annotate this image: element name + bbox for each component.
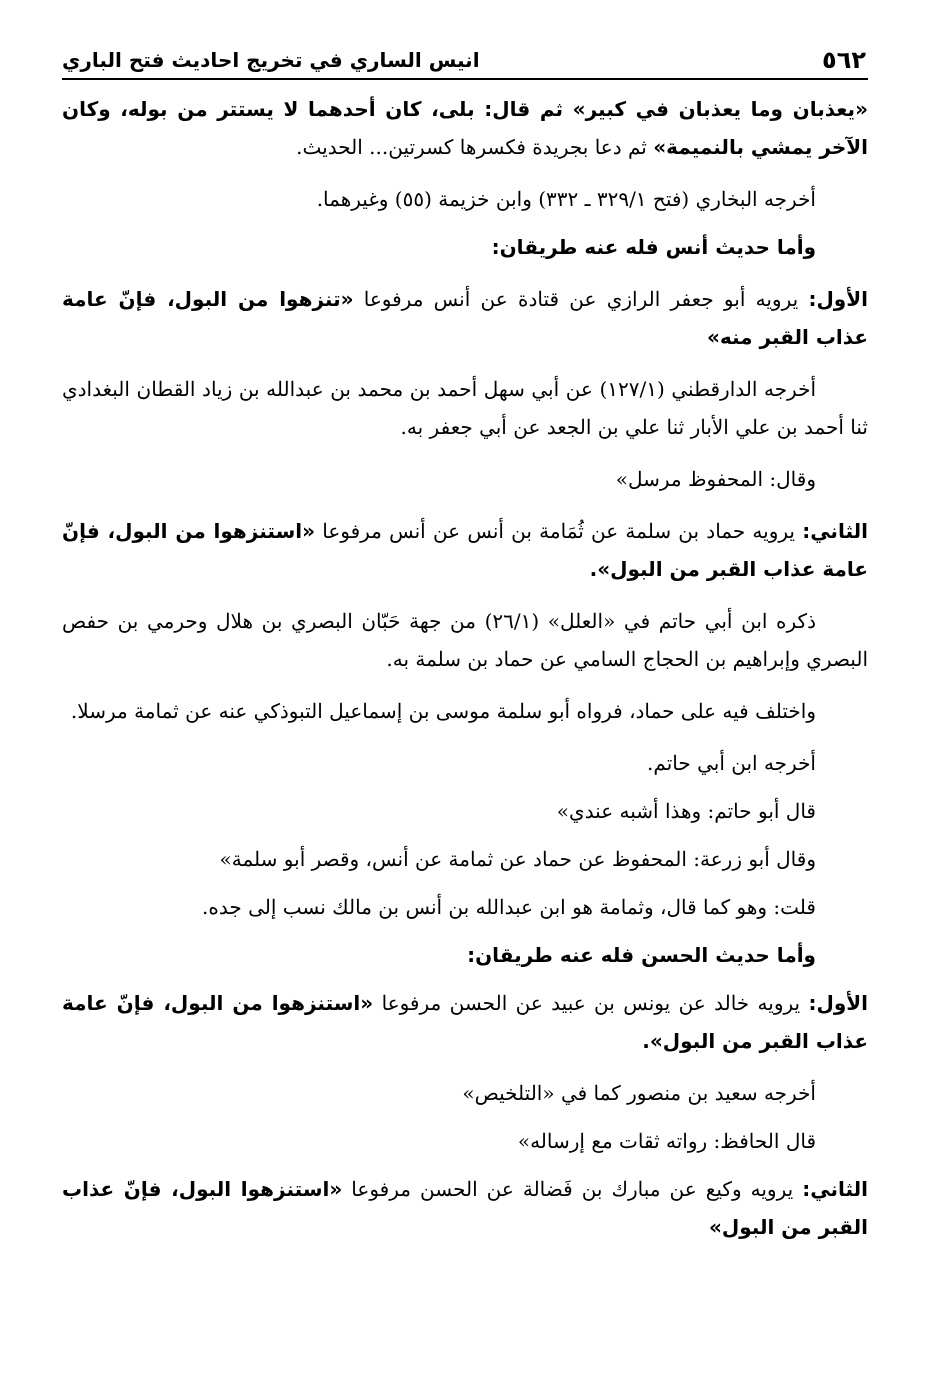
paragraph (62, 512, 868, 588)
paragraph (62, 180, 868, 218)
page-body (62, 80, 868, 1246)
section-heading (62, 228, 868, 266)
paragraph (62, 792, 868, 830)
bold-text: «استنزهوا البول، فإنّ عذاب القبر من البول» (62, 1177, 868, 1239)
bold-text: الأول: (808, 991, 868, 1015)
paragraph-text: أخرجه البخاري (فتح ٣٢٩/١ ـ ٣٣٢) وابن خزيمة (٥٥) وغيرهما. (316, 187, 816, 211)
bold-text: وأما حديث الحسن فله عنه طريقان: (467, 943, 816, 967)
paragraph (62, 1074, 868, 1112)
paragraph-text: وقال أبو زرعة: المحفوظ عن حماد عن ثمامة عن أنس، وقصر أبو سلمة» (219, 847, 816, 871)
page-header (62, 38, 868, 80)
paragraph-text: قال أبو حاتم: وهذا أشبه عندي» (556, 799, 816, 823)
paragraph-text: ثم دعا بجريدة فكسرها كسرتين... الحديث. (296, 135, 654, 159)
paragraph-text: قلت: وهو كما قال، وثمامة هو ابن عبدالله بن أنس بن مالك نسب إلى جده. (202, 895, 816, 919)
paragraph (62, 1170, 868, 1246)
paragraph-text: قال الحافظ: رواته ثقات مع إرساله» (517, 1129, 816, 1153)
bold-text: الثاني: (802, 519, 868, 543)
paragraph-text: يرويه وكيع عن مبارك بن فَضالة عن الحسن مرفوعا (342, 1177, 803, 1201)
paragraph-text: أخرجه ابن أبي حاتم. (647, 751, 816, 775)
paragraph-text: وقال: المحفوظ مرسل» (615, 467, 816, 491)
paragraph (62, 602, 868, 678)
bold-text: الثاني: (802, 1177, 868, 1201)
paragraph-text: ذكره ابن أبي حاتم في «العلل» (٢٦/١) من جهة حَبّان البصري بن هلال وحرمي بن حفص البصري وإبراهيم بن الحجاج السامي عن حماد بن سلمة به. (62, 609, 868, 671)
paragraph-text: يرويه أبو جعفر الرازي عن قتادة عن أنس مرفوعا (353, 287, 809, 311)
running-title: انيس الساري في تخريج احاديث فتح الباري (62, 48, 480, 72)
section-heading (62, 936, 868, 974)
paragraph-text: واختلف فيه على حماد، فرواه أبو سلمة موسى بن إسماعيل التبوذكي عنه عن ثمامة مرسلا. (70, 699, 816, 723)
paragraph (62, 888, 868, 926)
paragraph-text: يرويه خالد عن يونس بن عبيد عن الحسن مرفوعا (373, 991, 809, 1015)
paragraph-text: أخرجه الدارقطني (١٢٧/١) عن أبي سهل أحمد بن محمد بن عبدالله بن زياد القطان البغدادي ثنا أحمد بن علي الأبار ثنا علي بن الجعد عن أبي جعفر به. (62, 377, 868, 439)
bold-text: الأول: (808, 287, 868, 311)
paragraph (62, 840, 868, 878)
bold-text: «استنزهوا من البول، فإنّ عامة عذاب القبر من البول». (62, 991, 868, 1053)
paragraph (62, 280, 868, 356)
bold-text: «استنزهوا من البول، فإنّ عامة عذاب القبر من البول». (62, 519, 868, 581)
page-number: ٥٦٢ (822, 46, 866, 74)
paragraph (62, 692, 868, 730)
paragraph-text: يرويه حماد بن سلمة عن ثُمَامة بن أنس عن أنس مرفوعا (315, 519, 803, 543)
paragraph (62, 744, 868, 782)
bold-text: «تنزهوا من البول، فإنّ عامة عذاب القبر منه» (62, 287, 868, 349)
paragraph (62, 1122, 868, 1160)
bold-text: «يعذبان وما يعذبان في كبير» ثم قال: بلى، كان أحدهما لا يستتر من بوله، وكان الآخر يمشي بالنميمة» (62, 97, 868, 159)
paragraph (62, 90, 868, 166)
bold-text: وأما حديث أنس فله عنه طريقان: (491, 235, 816, 259)
paragraph (62, 984, 868, 1060)
paragraph-text: أخرجه سعيد بن منصور كما في «التلخيص» (462, 1081, 816, 1105)
book-page (62, 38, 868, 1260)
paragraph (62, 370, 868, 446)
paragraph (62, 460, 868, 498)
